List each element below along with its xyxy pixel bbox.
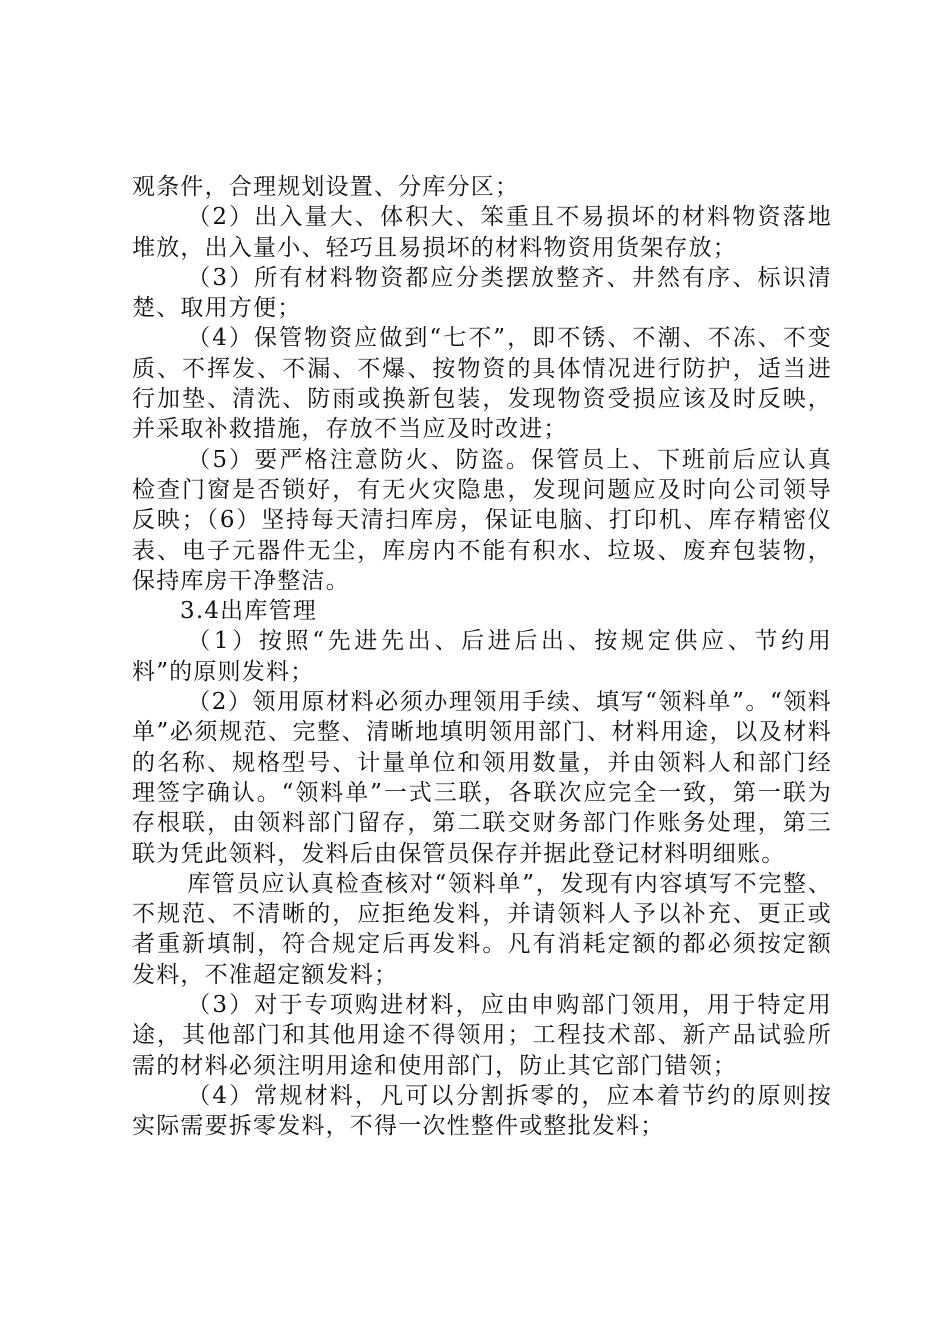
paragraph-item-3: （3）所有材料物资都应分类摆放整齐、井然有序、标识清楚、取用方便； [132, 264, 832, 322]
paragraph-continuation: 观条件，合理规划设置、分库分区； [132, 174, 520, 200]
paragraph-outbound-4: （4）常规材料，凡可以分割拆零的，应本着节约的原则按实际需要拆零发料，不得一次性整件或整批发料； [132, 1082, 832, 1140]
paragraph-clerk-check: 库管员应认真检查核对“领料单”，发现有内容填写不完整、不规范、不清晰的，应拒绝发料，并请领料人予以补充、更正或者重新填制，符合规定后再发料。凡有消耗定额的都必须按定额发料，不准超定额发料； [132, 870, 832, 988]
paragraph-item-2: （2）出入量大、体积大、笨重且不易损坏的材料物资落地堆放，出入量小、轻巧且易损坏的材料物资用货架存放； [132, 204, 832, 261]
paragraph-item-5-6: （5）要严格注意防火、防盗。保管员上、下班前后应认真检查门窗是否锁好，有无火灾隐患，发现问题应及时向公司领导反映；（6）坚持每天清扫库房，保证电脑、打印机、库存精密仪表、电子元器件无尘，库房内不能有积水、垃圾、废弃包装物，保持库房干净整洁。 [132, 446, 832, 594]
document-body [132, 172, 832, 1142]
section-heading: 3.4出库管理 [180, 598, 317, 625]
paragraph-outbound-3: （3）对于专项购进材料，应由申购部门领用，用于特定用途，其他部门和其他用途不得领用；工程技术部、新产品试验所需的材料必须注明用途和使用部门，防止其它部门错领； [132, 992, 832, 1079]
paragraph-outbound-1: （1）按照“先进先出、后进后出、按规定供应、节约用料”的原则发料； [132, 628, 832, 685]
paragraph-item-4: （4）保管物资应做到“七不”，即不锈、不潮、不冻、不变质、不挥发、不漏、不爆、按物资的具体情况进行防护，适当进行加垫、清洗、防雨或换新包装，发现物资受损应该及时反映，并采取补救措施，存放不当应及时改进； [132, 325, 832, 443]
paragraph-outbound-2: （2）领用原材料必须办理领用手续、填写“领料单”。“领料单”必须规范、完整、清晰地填明领用部门、材料用途，以及材料的名称、规格型号、计量单位和领用数量，并由领料人和部门经理签字确认。“领料单”一式三联，各联次应完全一致，第一联为存根联，由领料部门留存，第二联交财务部门作账务处理，第三联为凭此领料，发料后由保管员保存并据此登记材料明细账。 [132, 689, 832, 867]
